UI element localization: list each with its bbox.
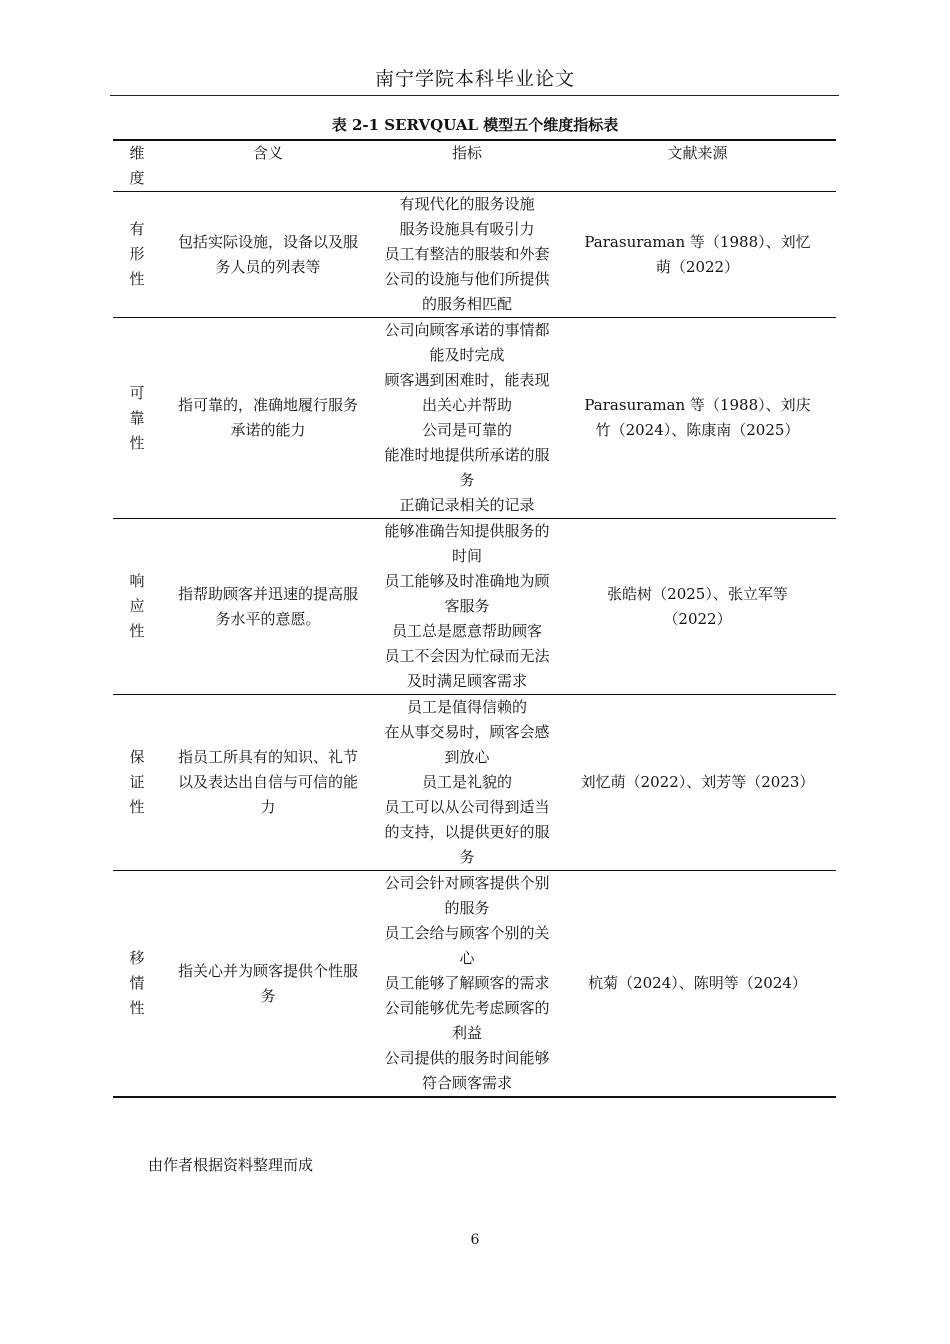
header-rule bbox=[110, 95, 839, 96]
indicator-item: 公司会针对顾客提供个别的服务 bbox=[384, 874, 550, 917]
indicator-item: 员工总是愿意帮助顾客 bbox=[391, 622, 542, 640]
indicator-item: 正确记录相关的记录 bbox=[399, 496, 535, 514]
running-header-title: 南宁学院本科毕业论文 bbox=[374, 68, 575, 90]
indicator-item: 顾客遇到困难时，能表现出关心并帮助 bbox=[384, 371, 550, 414]
indicator-item: 公司的设施与他们所提供的服务相匹配 bbox=[384, 270, 550, 313]
indicator-item: 员工不会因为忙碌而无法及时满足顾客需求 bbox=[384, 647, 550, 690]
dimension-cell: 移情性 bbox=[113, 871, 161, 1098]
meaning-cell: 指员工所具有的知识、礼节以及表达出自信与可信的能力 bbox=[161, 695, 375, 871]
source-cell: 杭菊（2024）、陈明等（2024） bbox=[559, 871, 836, 1098]
indicator-item: 员工可以从公司得到适当的支持，以提供更好的服务 bbox=[384, 798, 550, 866]
dimension-cell: 保证性 bbox=[113, 695, 161, 871]
indicator-item: 能够准确告知提供服务的时间 bbox=[384, 522, 550, 565]
indicator-item: 员工是值得信赖的 bbox=[406, 698, 527, 716]
indicator-item: 员工能够了解顾客的需求 bbox=[384, 974, 550, 992]
servqual-table bbox=[113, 139, 836, 1098]
table-row bbox=[113, 871, 836, 1098]
indicators-cell bbox=[375, 519, 559, 695]
meaning-cell: 指关心并为顾客提供个性服务 bbox=[161, 871, 375, 1098]
indicators-cell bbox=[375, 695, 559, 871]
col-header-indicators: 指标 bbox=[375, 140, 559, 192]
meaning-cell: 指帮助顾客并迅速的提高服务水平的意愿。 bbox=[161, 519, 375, 695]
meaning-cell: 包括实际设施，设备以及服务人员的列表等 bbox=[161, 192, 375, 318]
indicators-cell bbox=[375, 192, 559, 318]
source-cell: 刘忆萌（2022）、刘芳等（2023） bbox=[559, 695, 836, 871]
indicators-cell bbox=[375, 871, 559, 1098]
indicator-item: 能准时地提供所承诺的服务 bbox=[384, 446, 550, 489]
source-cell: Parasuraman 等（1988）、刘忆萌（2022） bbox=[559, 192, 836, 318]
table-row bbox=[113, 192, 836, 318]
table-row bbox=[113, 695, 836, 871]
dimension-cell: 响应性 bbox=[113, 519, 161, 695]
indicator-item: 在从事交易时，顾客会感到放心 bbox=[384, 723, 550, 766]
page-number: 6 bbox=[470, 1232, 480, 1248]
indicator-item: 员工会给与顾客个别的关心 bbox=[384, 924, 550, 967]
table-row bbox=[113, 519, 836, 695]
meaning-cell: 指可靠的，准确地履行服务承诺的能力 bbox=[161, 318, 375, 519]
dimension-cell: 可靠性 bbox=[113, 318, 161, 519]
indicator-item: 公司是可靠的 bbox=[421, 421, 512, 439]
col-header-source: 文献来源 bbox=[559, 140, 836, 192]
indicator-item: 员工有整洁的服装和外套 bbox=[384, 245, 550, 263]
source-cell: 张皓树（2025）、张立军等（2022） bbox=[559, 519, 836, 695]
indicator-item: 公司向顾客承诺的事情都能及时完成 bbox=[384, 321, 550, 364]
indicator-item: 公司提供的服务时间能够符合顾客需求 bbox=[384, 1049, 550, 1092]
table-caption: 表 2-1 SERVQUAL 模型五个维度指标表 bbox=[331, 116, 619, 134]
col-header-meaning: 含义 bbox=[161, 140, 375, 192]
dimension-cell: 有形性 bbox=[113, 192, 161, 318]
indicator-item: 有现代化的服务设施 bbox=[399, 195, 535, 213]
source-cell: Parasuraman 等（1988）、刘庆竹（2024）、陈康南（2025） bbox=[559, 318, 836, 519]
indicators-cell bbox=[375, 318, 559, 519]
col-header-dimension: 维度 bbox=[113, 140, 161, 192]
indicator-item: 员工是礼貌的 bbox=[421, 773, 512, 791]
indicator-item: 公司能够优先考虑顾客的利益 bbox=[384, 999, 550, 1042]
indicator-item: 员工能够及时准确地为顾客服务 bbox=[384, 572, 550, 615]
table-header-row bbox=[113, 140, 836, 192]
table-source-note: 由作者根据资料整理而成 bbox=[148, 1156, 314, 1174]
table-row bbox=[113, 318, 836, 519]
indicator-item: 服务设施具有吸引力 bbox=[399, 220, 535, 238]
